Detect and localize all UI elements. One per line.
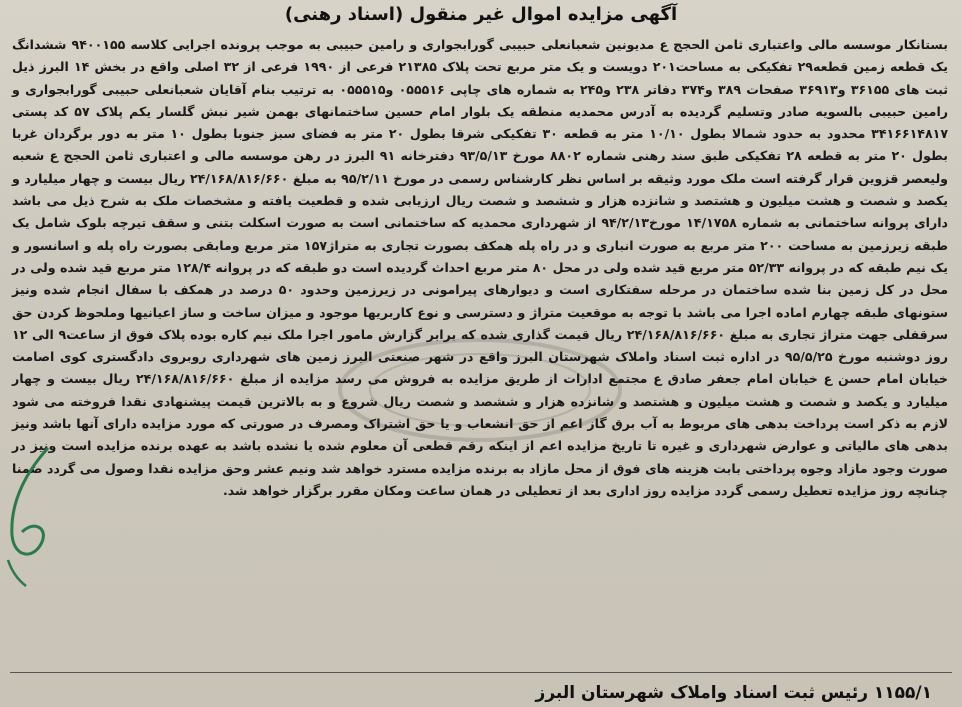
handwritten-pen-mark — [0, 440, 70, 590]
notice-title: آگهی مزایده اموال غیر منقول (اسناد رهنی) — [284, 4, 678, 25]
signature-line: ۱۱۵۵/۱ رئیس ثبت اسناد واملاک شهرستان البرز — [535, 683, 932, 703]
bottom-divider — [10, 672, 952, 673]
notice-body: بستانکار موسسه مالی واعتباری ثامن الحجج ع مدیونین شعبانعلی حبیبی گورابجواری و رامین حبیبی به موجب پرونده اجرایی کلاسه ۹۴۰۰۱۵۵ ششدانگ یک قطعه زمین قطعه۲۹ تفکیکی به مساحت۲۰۱ دویست و یک متر مربع تحت پلاک ۲۱۳۸۵ فرعی از ۱۹۹۰ فرعی از ۳۲ اصلی واقع در بخش ۱۴ البرز ذیل ثبت های ۳۶۱۵۵ و۳۶۹۱۳ صفحات ۳۸۹ و۳۷۴ دفاتر ۲۳۸ و۲۴۵ به شماره های چاپی ۰۵۵۵۱۶ و۰۵۵۵۱۵ به ترتیب بنام آقایان شعبانعلی حبیبی گورابجواری و رامین حبیبی بالسویه صادر وتسلیم گردیده به آدرس محمدیه منطقه یک بلوار امام حسین ساختمانهای بهمن شیر نبش گلسار یکم پلاک ۵۷ کد پستی ۳۴۱۶۶۱۴۸۱۷ محدود به حدود شمالا بطول ۱۰/۱۰ متر به قطعه ۳۰ تفکیکی شرقا بطول ۲۰ متر به فضای سبز جنوبا بطول ۱۰ متر به دور برگردان غربا بطول ۲۰ متر به قطعه ۲۸ تفکیکی طبق سند رهنی شماره ۸۸۰۲ مورخ ۹۳/۵/۱۳ دفترخانه ۹۱ البرز در رهن موسسه مالی و اعتباری ثامن الحجج ع شعبه ولیعصر قزوین قرار گرفته است ملک مورد وثیقه بر اساس نظر کارشناس رسمی در مورخ ۹۵/۲/۱۱ به مبلغ ۲۴/۱۶۸/۸۱۶/۶۶۰ ریال بیست و چهار میلیارد و یکصد و شصت و هشت میلیون و هشتصد و شانزده هزار و ششصد و شصت ریال ارزیابی شده و قطعیت یافته و مشخصات ملک به شرح ذیل می باشد دارای پروانه ساختمانی به شماره ۱۴/۱۷۵۸ مورخ۹۴/۲/۱۳ از شهرداری محمدیه که ساختمانی است به صورت اسکلت بتنی و سقف تیرچه بلوک شامل یک طبقه زیرزمین به مساحت ۲۰۰ متر مربع به صورت انباری و در راه پله همکف بصورت تجاری به متراژ۱۵۷ متر مربع ومابقی بصورت راه پله و اسانسور و یک نیم طبقه که در پروانه ۵۲/۳۳ متر مربع قید شده ولی در محل ۸۰ متر مربع احداث گردیده است دو طبقه که در پروانه ۱۲۸/۴ متر مربع قید شده ولی در محل در کل زمین بنا شده ساختمان در مرحله سفتکاری است و دیوارهای پیرامونی در زیرزمین وحدود ۵۰ درصد در همکف با سفال انجام شده ونیز ستونهای طبقه چهارم اماده اجرا می باشد با توجه به موقعیت متراژ و دسترسی و نوع کاربریها موجود و میزان ساخت و ساز اعیانیها وملحوظ کردن حق سرقفلی جهت متراژ تجاری به مبلغ ۲۴/۱۶۸/۸۱۶/۶۶۰ ریال قیمت گذاری شده که برابر گزارش مامور اجرا ملک نیم کاره بوده پلاک فوق از ساعت۹ الی ۱۲ روز دوشنبه مورخ ۹۵/۵/۲۵ در اداره ثبت اسناد واملاک شهرستان البرز واقع در شهر صنعتی البرز زمین های شهرداری روبروی دادگستری کوی اصامت خیابان امام حسن ع خیابان امام جعفر صادق ع مجتمع ادارات از طریق مزایده به فروش می رسد مزایده از مبلغ ۲۴/۱۶۸/۸۱۶/۶۶۰ ریال بیست و چهار میلیارد و یکصد و شصت و هشت میلیون و هشتصد و شانزده هزار و ششصد و شصت ریال شروع و به بالاترین قیمت پیشنهادی نقدا فروخته می شود لازم به ذکر است پرداخت بدهی های مربوط به آب برق گاز اعم از حق انشعاب و یا حق اشتراک ومصرف در صورتی که مورد مزایده دارای آنها باشد ونیز بدهی های مالیاتی و عوارض شهرداری و غیره تا تاریخ مزایده اعم از اینکه رقم قطعی آن معلوم شده یا نشده باشد به عهده برنده مزایده است ونیز در صورت وجود مازاد وجوه پرداختی بابت هزینه های فوق از محل مازاد به برنده مزایده مسترد خواهد شد ونیم عشر وحق مزایده نقدا وصول می گردد ضمنا چنانچه روز مزایده تعطیل رسمی گردد مزایده روز اداری بعد از تعطیلی در همان ساعت ومکان مقرر برگزار خواهد شد. — [12, 37, 949, 498]
watermark-logo — [330, 330, 630, 450]
